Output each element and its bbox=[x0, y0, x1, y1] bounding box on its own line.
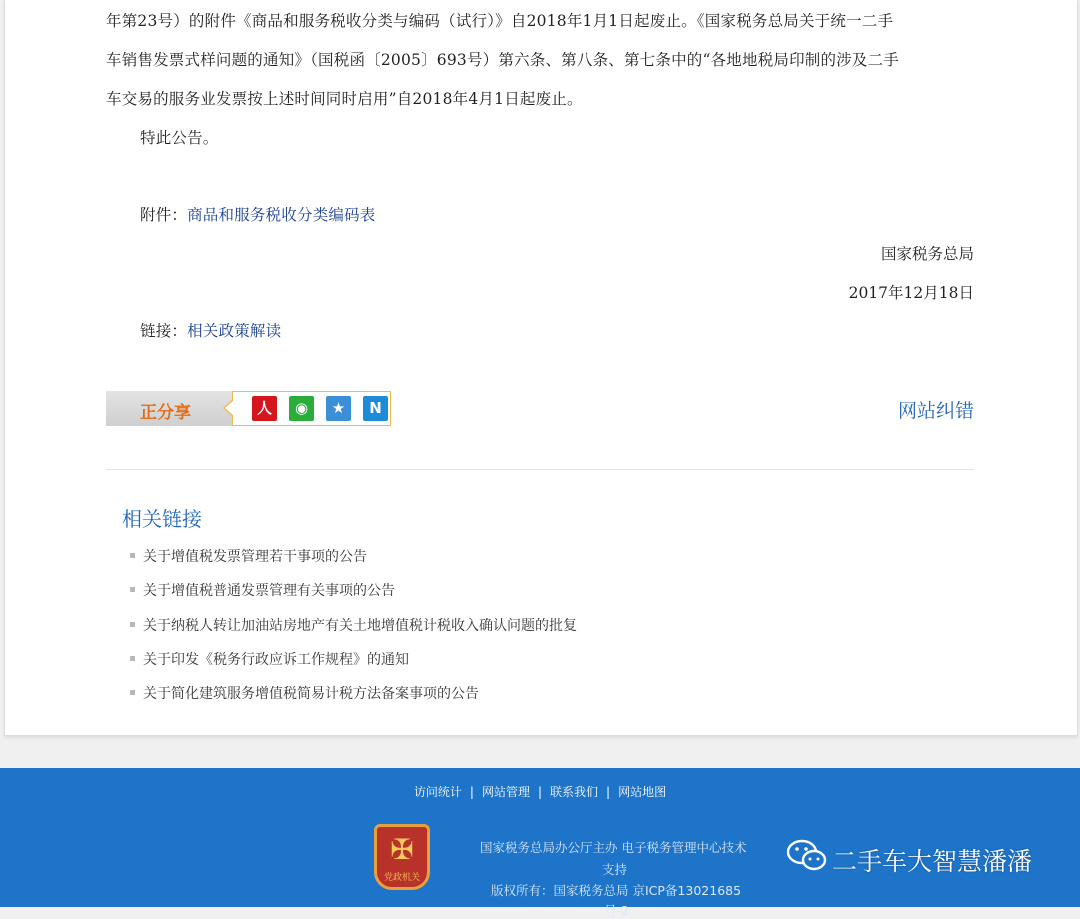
bullet-icon bbox=[130, 587, 135, 592]
related-links-title: 相关链接 bbox=[122, 507, 202, 531]
attachment-row bbox=[140, 203, 1020, 225]
footer-link-admin[interactable]: 网站管理 bbox=[481, 785, 530, 799]
footer-link-sitemap[interactable]: 网站地图 bbox=[618, 785, 667, 799]
related-link-text[interactable]: 关于增值税发票管理若干事项的公告 bbox=[143, 549, 367, 565]
policy-link-label: 链接： bbox=[140, 322, 188, 340]
footer-copyright: 版权所有：国家税务总局 京ICP备13021685 bbox=[491, 883, 742, 898]
article-line-2: 车销售发票式样问题的通知》（国税函〔2005〕693号）第六条、第八条、第七条中的“各地地税局印制的涉及二手 bbox=[106, 51, 900, 69]
share-label: 正分享 bbox=[140, 403, 191, 423]
bullet-icon bbox=[130, 656, 135, 661]
policy-interpretation-link[interactable]: 相关政策解读 bbox=[187, 322, 282, 340]
footer-icp-suffix: 号-2 bbox=[604, 903, 629, 918]
related-link-item[interactable] bbox=[130, 649, 409, 669]
divider bbox=[106, 469, 974, 470]
article-line-3: 车交易的服务业发票按上述时间同时启用”自2018年4月1日起废止。 bbox=[106, 90, 583, 108]
bullet-icon bbox=[130, 690, 135, 695]
report-error-link[interactable]: 网站纠错 bbox=[897, 400, 974, 422]
attachment-label: 附件： bbox=[140, 206, 188, 224]
star-icon[interactable]: ★ bbox=[326, 396, 351, 421]
policy-link-row bbox=[140, 319, 1020, 341]
footer-host-line: 国家税务总局办公厅主办 电子税务管理中心技术 bbox=[480, 840, 747, 855]
attachment-link[interactable]: 商品和服务税收分类编码表 bbox=[187, 206, 376, 224]
footer bbox=[0, 768, 1080, 918]
related-link-text[interactable]: 关于增值税普通发票管理有关事项的公告 bbox=[143, 583, 395, 599]
wechat-watermark-icon bbox=[786, 838, 828, 874]
party-government-emblem-icon[interactable]: ✠ 党政机关 bbox=[374, 824, 430, 890]
issue-date: 2017年12月18日 bbox=[848, 284, 974, 302]
related-link-item[interactable] bbox=[130, 546, 367, 566]
closing-text: 特此公告。 bbox=[140, 129, 219, 147]
footer-nav: 访问统计 | 网站管理 | 联系我们 | 网站地图 bbox=[413, 785, 667, 799]
wechat-icon[interactable]: ◉ bbox=[289, 396, 314, 421]
footer-link-stats[interactable]: 访问统计 bbox=[413, 785, 462, 799]
related-link-item[interactable] bbox=[130, 683, 479, 703]
share-bar bbox=[106, 391, 390, 426]
watermark-text: 二手车大智慧潘潘 bbox=[832, 847, 1033, 876]
n-icon[interactable]: N bbox=[363, 396, 388, 421]
issuer: 国家税务总局 bbox=[880, 245, 974, 263]
related-link-text[interactable]: 关于印发《税务行政应诉工作规程》的通知 bbox=[143, 652, 409, 668]
related-link-item[interactable] bbox=[130, 580, 395, 600]
bullet-icon bbox=[130, 553, 135, 558]
renmin-icon[interactable]: 人 bbox=[252, 396, 277, 421]
footer-link-contact[interactable]: 联系我们 bbox=[550, 785, 599, 799]
article-line-1: 年第23号）的附件《商品和服务税收分类与编码（试行）》自2018年1月1日起废止。《国家税务总局关于统一二手 bbox=[106, 12, 894, 30]
bullet-icon bbox=[130, 622, 135, 627]
related-link-item[interactable] bbox=[130, 615, 577, 635]
related-link-text[interactable]: 关于纳税人转让加油站房地产有关土地增值税计税收入确认问题的批复 bbox=[143, 618, 577, 634]
related-link-text[interactable]: 关于简化建筑服务增值税简易计税方法备案事项的公告 bbox=[143, 686, 479, 702]
footer-host-line-2: 支持 bbox=[602, 862, 628, 877]
share-label-box bbox=[106, 391, 232, 426]
